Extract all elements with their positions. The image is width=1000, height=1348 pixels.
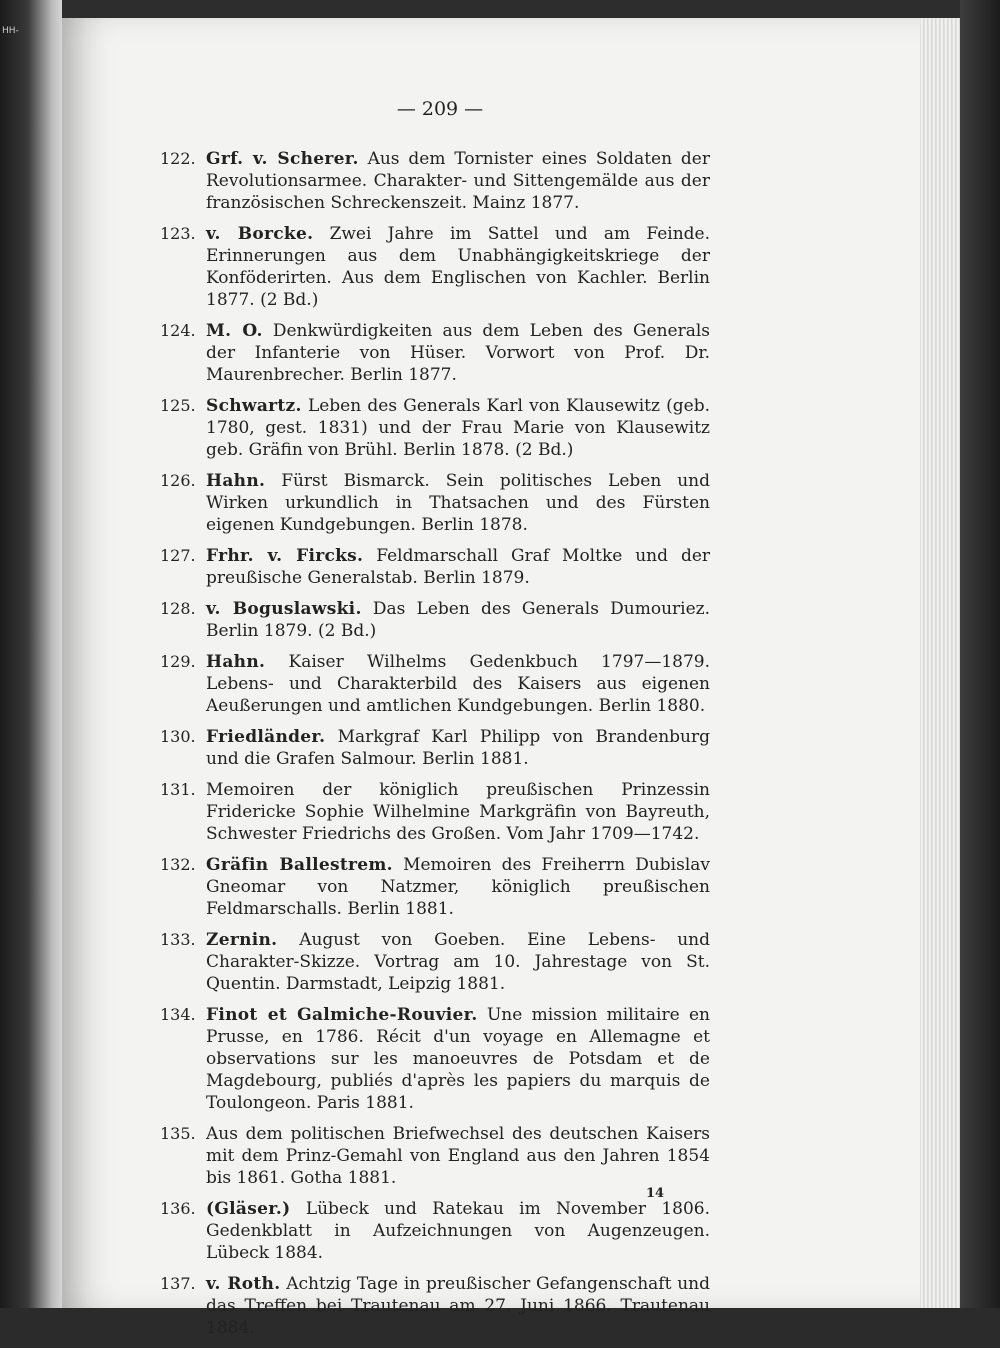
bibliography-entry xyxy=(160,470,710,536)
bibliography-entry xyxy=(160,148,710,214)
spine-mark: HH- xyxy=(2,26,19,36)
entry-number: 124. xyxy=(160,321,196,340)
entry-text: Lübeck und Ratekau im November 1806. Gedenkblatt in Aufzeichnungen von Augenzeugen. Lübeck 1884. xyxy=(206,1199,711,1263)
entry-author: v. Boguslawski. xyxy=(206,599,362,619)
bibliography-entry xyxy=(160,929,710,995)
entry-number: 133. xyxy=(160,930,196,949)
entry-text: Fürst Bismarck. Sein politisches Leben und Wirken urkundlich in Thatsachen und des Fürsten eigenen Kundgebungen. Berlin 1878. xyxy=(206,471,711,535)
entry-author: (Gläser.) xyxy=(206,1199,291,1219)
bibliography-entry xyxy=(160,395,710,461)
entry-text: Denkwürdigkeiten aus dem Leben des Generals der Infanterie von Hüser. Vorwort von Prof. Dr. Maurenbrecher. Berlin 1877. xyxy=(206,321,711,385)
entry-author: Friedländer. xyxy=(206,727,326,747)
bibliography-entry xyxy=(160,545,710,589)
bibliography-entry xyxy=(160,320,710,386)
entry-author: Finot et Galmiche-Rouvier. xyxy=(206,1005,478,1025)
entry-author: v. Borcke. xyxy=(206,224,314,244)
entry-number: 135. xyxy=(160,1124,196,1143)
entry-text: Aus dem politischen Briefwechsel des deutschen Kaisers mit dem Prinz-Gemahl von England aus den Jahren 1854 bis 1861. Gotha 1881. xyxy=(206,1124,710,1188)
bibliography-entry xyxy=(160,854,710,920)
entry-author: Gräfin Ballestrem. xyxy=(206,855,393,875)
entry-text: Achtzig Tage in preußischer Gefangenschaft und das Treffen bei Trautenau am 27. Juni 1866. Trautenau 1884. xyxy=(206,1274,710,1338)
bibliography-entry xyxy=(160,1273,710,1339)
entry-author: v. Roth. xyxy=(206,1274,281,1294)
entry-text: Memoiren der königlich preußischen Prinzessin Fridericke Sophie Wilhelmine Markgräfin von Bayreuth, Schwester Friedrichs des Großen. Vom Jahr 1709—1742. xyxy=(206,780,710,844)
entry-number: 123. xyxy=(160,224,196,243)
entry-text: Das Leben des Generals Dumouriez. Berlin 1879. (2 Bd.) xyxy=(206,599,711,641)
printer-signature: 14 xyxy=(646,1186,665,1201)
entry-text: Memoiren des Freiherrn Dubislav Gneomar von Natzmer, königlich preußischen Feldmarschalls. Berlin 1881. xyxy=(206,855,710,919)
entry-number: 132. xyxy=(160,855,196,874)
entry-number: 136. xyxy=(160,1199,196,1218)
bibliography-list xyxy=(160,148,710,1348)
entry-number: 128. xyxy=(160,599,196,618)
entry-number: 129. xyxy=(160,652,196,671)
entry-text: Markgraf Karl Philipp von Brandenburg und die Grafen Salmour. Berlin 1881. xyxy=(206,727,710,769)
entry-text: Aus dem Tornister eines Soldaten der Revolutionsarmee. Charakter- und Sittengemälde aus der französischen Schreckenszeit. Mainz 1877. xyxy=(206,149,710,213)
bibliography-entry xyxy=(160,1198,710,1264)
entry-number: 126. xyxy=(160,471,196,490)
entry-author: Hahn. xyxy=(206,471,266,491)
entry-author: Hahn. xyxy=(206,652,266,672)
bibliography-entry xyxy=(160,1123,710,1189)
entry-text: Zwei Jahre im Sattel und am Feinde. Erinnerungen aus dem Unabhängigkeitskriege der Konföderirten. Aus dem Englischen von Kachler. Berlin 1877. (2 Bd.) xyxy=(206,224,710,310)
entry-number: 125. xyxy=(160,396,196,415)
entry-author: Frhr. v. Fircks. xyxy=(206,546,364,566)
bibliography-entry xyxy=(160,598,710,642)
entry-text: Feldmarschall Graf Moltke und der preußische Generalstab. Berlin 1879. xyxy=(206,546,711,588)
book-cover-top xyxy=(62,0,960,18)
entry-author: M. O. xyxy=(206,321,263,341)
bibliography-entry xyxy=(160,1004,710,1114)
entry-number: 127. xyxy=(160,546,196,565)
entry-author: Schwartz. xyxy=(206,396,302,416)
book-binding-left xyxy=(0,0,70,1308)
entry-text: Kaiser Wilhelms Gedenkbuch 1797—1879. Lebens- und Charakterbild des Kaisers aus eigenen Aeußerungen und amtlichen Kundgebungen. Berlin 1880. xyxy=(206,652,710,716)
entry-number: 131. xyxy=(160,780,196,799)
entry-number: 130. xyxy=(160,727,196,746)
page-number: — 209 — xyxy=(396,98,484,120)
page-edge xyxy=(920,18,960,1308)
bibliography-entry xyxy=(160,779,710,845)
bibliography-entry xyxy=(160,223,710,311)
entry-author: Grf. v. Scherer. xyxy=(206,149,359,169)
entry-number: 122. xyxy=(160,149,196,168)
bibliography-entry xyxy=(160,651,710,717)
entry-number: 134. xyxy=(160,1005,196,1024)
entry-text: August von Goeben. Eine Lebens- und Charakter-Skizze. Vortrag am 10. Jahrestage von St. Quentin. Darmstadt, Leipzig 1881. xyxy=(206,930,711,994)
entry-author: Zernin. xyxy=(206,930,278,950)
entry-number: 137. xyxy=(160,1274,196,1293)
book-cover-right xyxy=(960,0,1000,1308)
bibliography-entry xyxy=(160,726,710,770)
entry-text: Leben des Generals Karl von Klausewitz (geb. 1780, gest. 1831) und der Frau Marie von Klausewitz geb. Gräfin von Brühl. Berlin 1878. (2 Bd.) xyxy=(206,396,711,460)
entry-text: Une mission militaire en Prusse, en 1786. Récit d'un voyage en Allemagne et observations sur les manoeuvres de Potsdam et de Magdebourg, publiés d'après les papiers du marquis de Toulongeon. Paris 1881. xyxy=(206,1005,710,1113)
